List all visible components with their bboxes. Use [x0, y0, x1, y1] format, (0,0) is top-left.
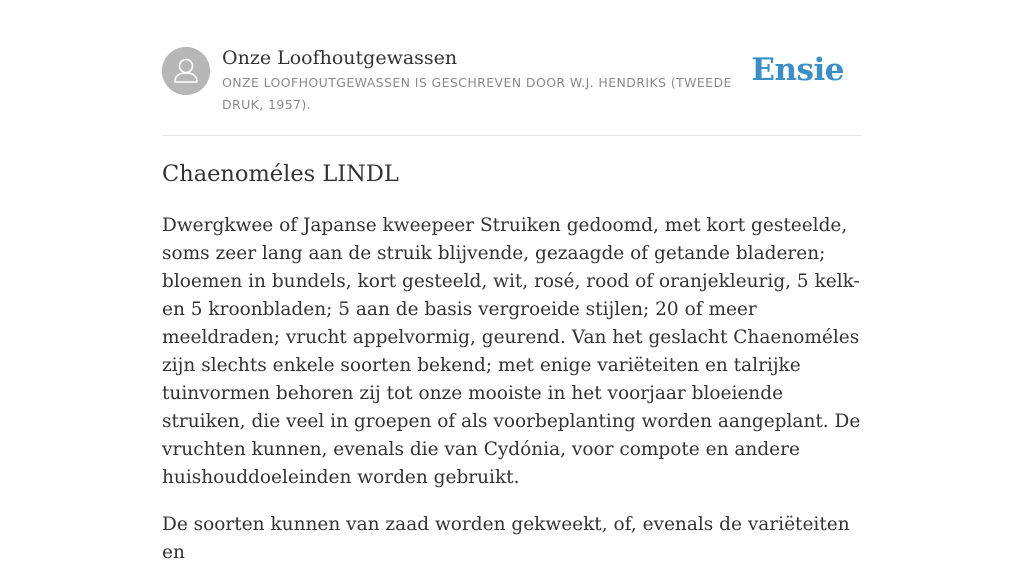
- avatar-graphic: [162, 47, 210, 95]
- ensie-logo[interactable]: Ensie: [751, 52, 844, 88]
- entry-paragraph: De soorten kunnen van zaad worden gekweekt, of, evenals de variëteiten en: [162, 514, 850, 563]
- entry-title: Chaenoméles LINDL: [162, 161, 399, 187]
- source-title[interactable]: Onze Loofhoutgewassen: [222, 47, 458, 69]
- entry-paragraph: Dwergkwee of Japanse kweepeer Struiken gedoomd, met kort gesteelde, soms zeer lang aan de struik blijvende, gezaagde of getande bladeren; bloemen in bundels, kort gesteeld, wit, rosé, rood of oranjekleurig, 5 kelk-en 5 kroonbladen; 5 aan de basis vergroeide stijlen; 20 of meer meeldraden; vrucht appelvormig, geurend. Van het geslacht Chaenoméles zijn slechts enkele soorten bekend; met enige variëteiten en talrijke tuinvormen behoren zij tot onze mooiste in het voorjaar bloeiende struiken, die veel in groepen of als voorbeplanting worden aangeplant. De vruchten kunnen, evenals die van Cydónia, voor compote en andere huishouddoeleinden worden gebruikt.: [162, 215, 861, 488]
- source-description: ONZE LOOFHOUTGEWASSEN IS GESCHREVEN DOOR W.J. HENDRIKS (TWEEDE DRUK, 1957).: [222, 75, 732, 112]
- source-header: [162, 46, 862, 136]
- header-divider: [162, 135, 862, 136]
- entry-body: [162, 212, 862, 586]
- user-silhouette-icon[interactable]: [162, 47, 210, 95]
